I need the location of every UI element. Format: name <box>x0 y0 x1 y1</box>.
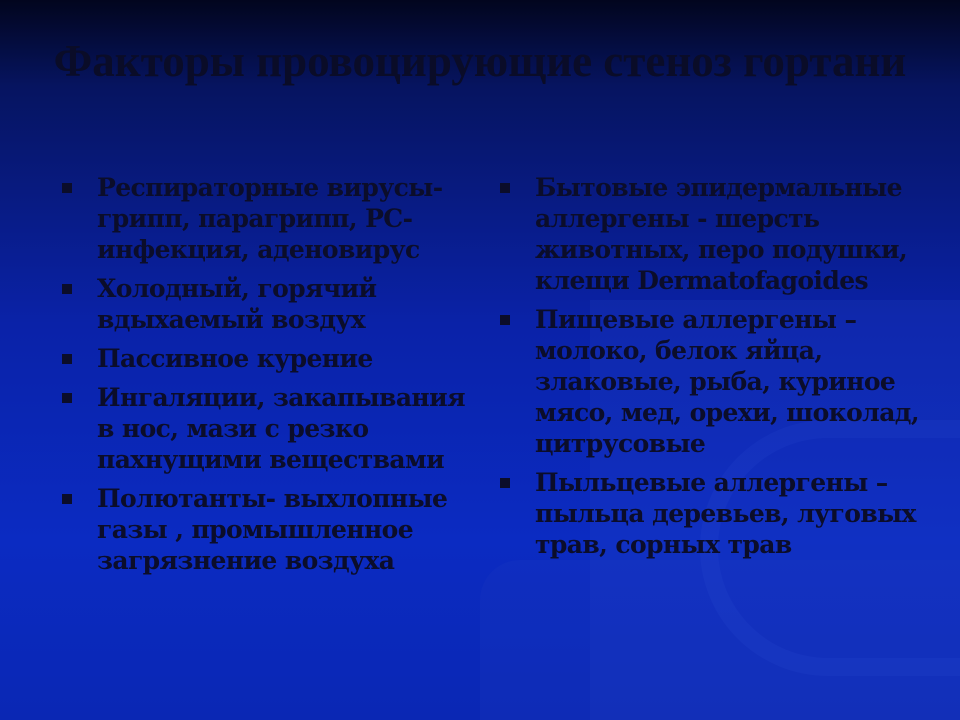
square-bullet-icon <box>62 393 72 403</box>
square-bullet-icon <box>500 478 510 488</box>
square-bullet-icon <box>62 183 72 193</box>
list-item-text: Пассивное курение <box>97 344 373 373</box>
square-bullet-icon <box>500 183 510 193</box>
list-item <box>500 304 920 459</box>
list-item <box>62 483 467 576</box>
right-bullet-list <box>500 172 920 568</box>
left-bullet-list <box>62 172 467 584</box>
list-item <box>500 172 920 296</box>
square-bullet-icon <box>62 354 72 364</box>
square-bullet-icon <box>62 284 72 294</box>
list-item-text: Бытовые эпидермальные аллергены - шерсть животных, перо подушки, клещи Dermatofagoides <box>535 173 908 295</box>
background-decoration <box>480 560 960 720</box>
list-item-text: Пищевые аллергены – молоко, белок яйца, злаковые, рыба, куриное мясо, мед, орехи, шоколад, цитрусовые <box>535 305 919 458</box>
list-item <box>62 382 467 475</box>
list-item <box>500 467 920 560</box>
list-item <box>62 343 467 374</box>
list-item-text: Ингаляции, закапывания в нос, мази с резко пахнущими веществами <box>97 383 465 474</box>
slide-title: Факторы провоцирующие стеноз гортани <box>53 36 907 86</box>
list-item <box>62 273 467 335</box>
list-item-text: Холодный, горячий вдыхаемый воздух <box>97 274 377 334</box>
list-item-text: Пыльцевые аллергены – пыльца деревьев, луговых трав, сорных трав <box>535 468 916 559</box>
square-bullet-icon <box>500 315 510 325</box>
list-item <box>62 172 467 265</box>
list-item-text: Респираторные вирусы-грипп, парагрипп, РС-инфекция, аденовирус <box>97 173 443 264</box>
list-item-text: Полютанты- выхлопные газы , промышленное загрязнение воздуха <box>97 484 448 575</box>
square-bullet-icon <box>62 494 72 504</box>
